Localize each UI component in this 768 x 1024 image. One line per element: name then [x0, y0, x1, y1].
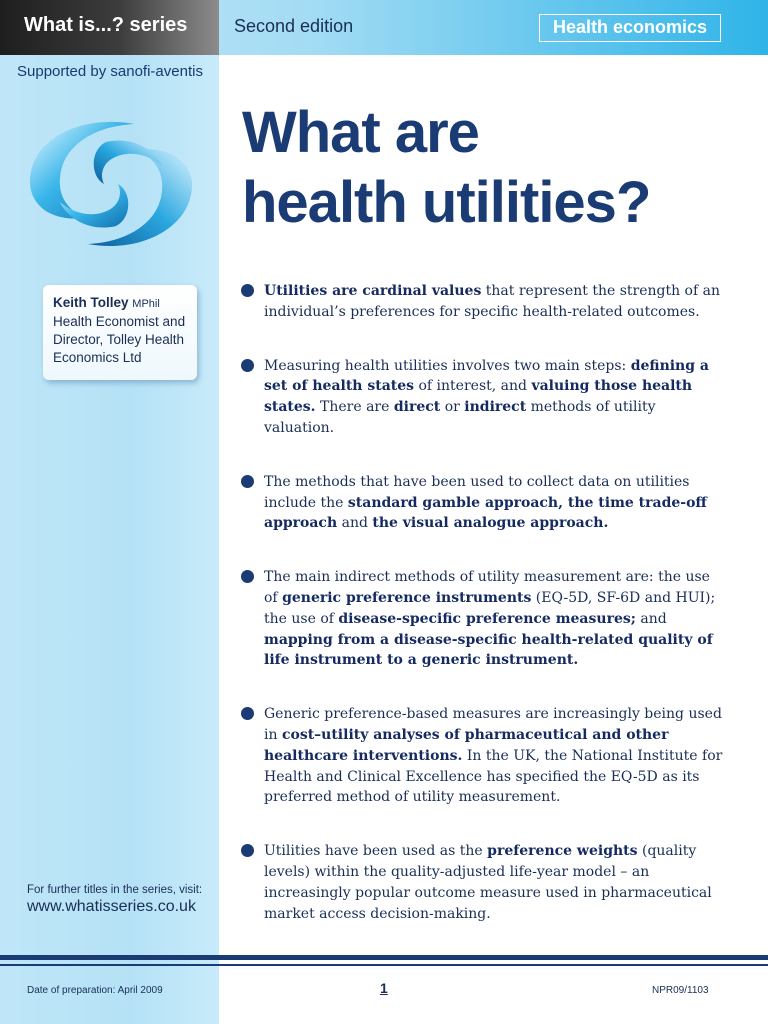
bullet-emphasis: standard gamble approach, the time trade-off approach: [264, 494, 707, 532]
bullet-dot-icon: [241, 284, 254, 297]
series-title: What is...? series: [24, 14, 188, 36]
bullet-text: Generic preference-based measures are increasingly being used in: [264, 706, 722, 743]
sponsor-line: Supported by sanofi-aventis: [17, 63, 203, 80]
bullet-emphasis: Utilities are cardinal values: [264, 283, 482, 299]
bullet-text: (quality levels) within the quality-adjusted life-year model – an increasingly popular outcome measure used in pharmaceutical market access decision-making.: [264, 843, 712, 922]
bullet-item: [241, 567, 726, 671]
bullet-dot-icon: [241, 475, 254, 488]
author-title-line: Director, Tolley Health: [53, 332, 185, 347]
bullet-text: The main indirect methods of utility measurement are: the use of: [264, 569, 710, 606]
bullet-text: and: [635, 610, 667, 627]
bullet-text: or: [440, 399, 465, 416]
bullet-emphasis: the visual analogue approach.: [372, 515, 609, 532]
author-degree: MPhil: [132, 298, 160, 310]
key-points-list: [241, 281, 726, 924]
author-name: Keith Tolley: [53, 295, 129, 310]
footer-rule: [0, 955, 768, 960]
bullet-emphasis: preference weights: [487, 843, 638, 860]
bullet-item: [241, 356, 726, 439]
bullet-text: There are: [315, 399, 394, 416]
bullet-emphasis: direct: [393, 399, 441, 416]
author-title-line: Economics Ltd: [53, 350, 142, 365]
bullet-item: [241, 281, 726, 323]
edition-label: Second edition: [234, 16, 354, 36]
bullet-item: [241, 841, 726, 924]
title-line: What are: [242, 100, 479, 165]
bullet-text: The methods that have been used to collect data on utilities include the: [264, 473, 690, 511]
bullet-text: of interest, and: [414, 378, 532, 395]
page-title: [242, 98, 650, 238]
bullet-emphasis: generic preference instruments: [282, 589, 532, 606]
bullet-emphasis: indirect: [464, 399, 527, 416]
preparation-date: Date of preparation: April 2009: [27, 985, 163, 996]
bullet-emphasis: defining a set of health states: [264, 357, 709, 395]
author-title-line: Health Economist and: [53, 314, 186, 329]
bullet-text: Measuring health utilities involves two main steps:: [264, 357, 631, 374]
series-url-link[interactable]: www.whatisseries.co.uk: [27, 898, 196, 915]
swirl-logo-icon: [22, 112, 200, 256]
author-card: [43, 285, 197, 380]
bullet-text: and: [337, 515, 373, 532]
bullet-emphasis: disease-specific preference measures;: [338, 610, 636, 627]
bullet-item: [241, 472, 726, 534]
bullet-dot-icon: [241, 844, 254, 857]
bullet-dot-icon: [241, 570, 254, 583]
bullet-text: Utilities have been used as the: [264, 843, 488, 860]
category-badge: Health economics: [539, 14, 721, 42]
bullet-emphasis: valuing those health states.: [264, 378, 693, 416]
bullet-text: (EQ-5D, SF-6D and HUI); the use of: [264, 589, 716, 627]
bullet-emphasis: mapping from a disease-specific health-related quality of life instrument to a generic instrument.: [264, 631, 713, 669]
bullet-text: In the UK, the National Institute for Health and Clinical Excellence has specified the EQ-5D as its preferred method of utility measurement.: [264, 747, 723, 806]
title-line: health utilities?: [242, 170, 651, 235]
document-code: NPR09/1103: [652, 985, 709, 996]
bullet-item: [241, 704, 726, 808]
bullet-emphasis: cost–utility analyses of pharmaceutical and other healthcare interventions.: [264, 726, 669, 764]
further-titles-text: For further titles in the series, visit:: [27, 884, 203, 896]
bullet-dot-icon: [241, 707, 254, 720]
bullet-text: methods of utility valuation.: [264, 399, 656, 436]
footer-rule-thin: [0, 964, 768, 966]
bullet-dot-icon: [241, 359, 254, 372]
page-number: 1: [380, 980, 388, 996]
bullet-text: that represent the strength of an individual’s preferences for specific health-related outcomes.: [264, 283, 720, 320]
